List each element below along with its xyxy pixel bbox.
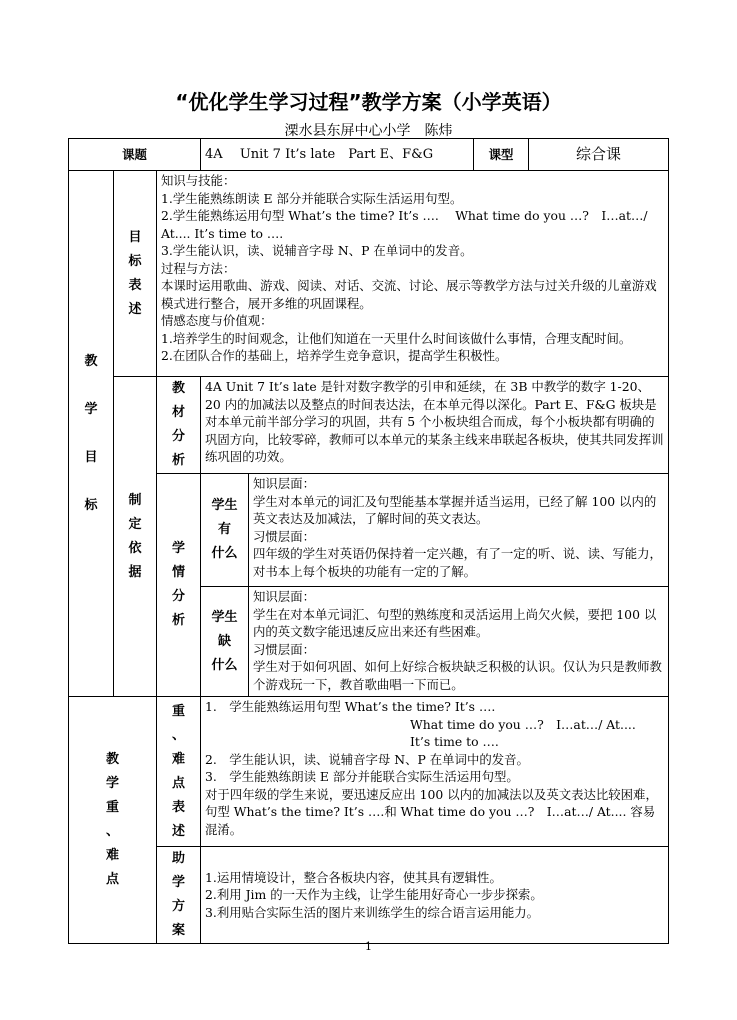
keypoints-outer-label: 教 学 重 、 难 点 [69,697,157,944]
lesson-plan-table [68,138,669,944]
objective-line: 3.学生能认识，读、说辅音字母 N、P 在单词中的发音。 [161,243,473,258]
lack-line: 学生在对本单元词汇、句型的熟练度和灵活运用上尚欠火候，要把 100 以内的英文数字能迅速反应出来还有些困难。 [253,606,657,639]
support-line: 1.运用情境设计，整合各板块内容，使其具有逻辑性。 [205,869,502,885]
keypoint-item-continuation: What time do you …? I…at…/ At.... [410,716,636,732]
lack-line: 知识层面： [253,589,315,604]
keypoint-item: 1. 学生能熟练运用句型 What’s the time? It’s …. [205,699,496,714]
objective-line: 过程与方法： [161,260,236,276]
student-have-row [69,474,669,587]
course-value: 4A Unit 7 It’s late Part E、F&G [201,139,474,171]
keypoint-item-continuation: It’s time to …. [410,734,499,749]
keypoints-text [201,697,669,847]
objective-text-cell [157,171,669,377]
support-line: 2.利用 Jim 的一天作为主线，让学生能用好奇心一步步探索。 [205,887,543,903]
header-row [69,139,669,171]
objective-statement-label: 目 标 表 述 [114,171,157,377]
support-line: 3.利用贴合实际生活的图片来训练学生的综合语言运用能力。 [205,904,540,920]
have-line: 学生对本单元的词汇及句型能基本掌握并适当运用，已经了解 100 以内的英文表达及加减法，了解时间的英文表达。 [253,493,657,526]
objective-line: 2.学生能熟练运用句型 What’s the time? It’s …. What time do you …? I…at…/ At.... It’s time to …. [161,208,648,241]
have-line: 习惯层面： [253,528,315,544]
objective-line: 2.在团队合作的基础上，培养学生竞争意识，提高学生积极性。 [161,348,508,363]
material-analysis-text: 4A Unit 7 It’s late 是针对数字教学的引申和延续，在 3B 中教学的数字 1-20、20 内的加减法以及整点的时间表达法，在本单元得以深化。Part E、F&G 板块是对本单元前半部分学习的巩固，共有 5 个小板块组合而成，每个小板块都有明确的巩固方向，比较零碎，教师可以本单元的某条主线来串联起各板块，使其共同发挥训练巩固的功效。 [201,377,669,474]
objective-line: 本课时运用歌曲、游戏、阅读、对话、交流、讨论、展示等教学方法与过关升级的儿童游戏模式进行整合，展开多维的巩固课程。 [161,278,657,311]
page-number: 1 [365,940,372,953]
objective-line: 情感态度与价值观： [161,313,273,328]
document-subtitle: 溧水县东屏中心小学 陈炜 [284,123,453,139]
teaching-objective-label: 教 学 目 标 [69,171,114,697]
keypoint-note: 对于四年级的学生来说，要迅速反应出 100 以内的加减法以及英文表达比较困难，句型 What’s the time? It’s ….和 What time do you …? I…at…/ At.... 容易混淆。 [205,786,658,837]
objective-line: 知识与技能： [161,173,236,188]
objectives-row [69,171,669,377]
keypoints-row [69,697,669,847]
objective-line: 1.学生能熟练朗读 E 部分并能联合实际生活运用句型。 [161,190,463,206]
document-title: “优化学生学习过程”教学方案（小学英语） [175,90,562,114]
lack-line: 习惯层面： [253,641,315,657]
keypoints-label: 重 、 难 点 表 述 [157,697,201,847]
keypoint-item: 3. 学生能熟练朗读 E 部分并能联合实际生活运用句型。 [205,769,519,784]
student-have-label: 学生 有 什么 [201,474,249,587]
support-row [69,847,669,944]
have-line: 四年级的学生对英语仍保持着一定兴趣，有了一定的听、说、读、写能力，对书本上每个板块的功能有一定的了解。 [253,546,662,579]
material-row [69,377,669,474]
objective-line: 1.培养学生的时间观念，让他们知道在一天里什么时间该做什么事情，合理支配时间。 [161,330,632,346]
support-text [201,847,669,944]
type-label: 课型 [474,139,529,171]
student-analysis-label: 学 情 分 析 [157,474,201,697]
support-label: 助 学 方 案 [157,847,201,944]
basis-label: 制 定 依 据 [114,377,157,697]
lack-line: 学生对于如何巩固、如何上好综合板块缺乏积极的认识。仅认为只是教师教个游戏玩一下，教首歌曲唱一下而已。 [253,659,662,692]
have-line: 知识层面： [253,476,315,491]
student-have-text [249,474,669,587]
course-label: 课题 [69,139,201,171]
keypoint-item: 2. 学生能认识，读、说辅音字母 N、P 在单词中的发音。 [205,751,529,767]
student-lack-text [249,587,669,697]
student-lack-label: 学生 缺 什么 [201,587,249,697]
type-value: 综合课 [529,139,669,171]
material-analysis-label: 教 材 分 析 [157,377,201,474]
